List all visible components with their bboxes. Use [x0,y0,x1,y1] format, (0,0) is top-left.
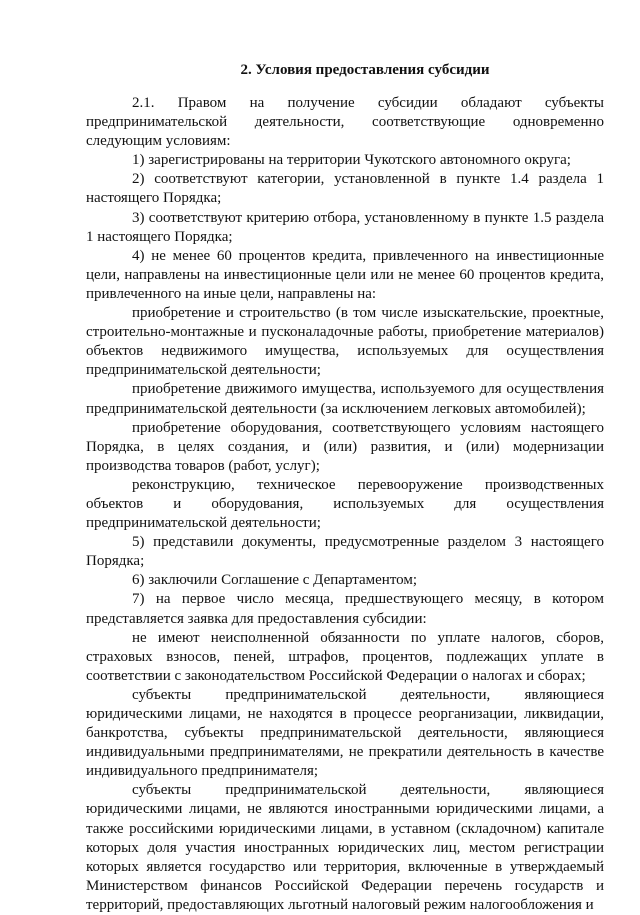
paragraph-item-6: 6) заключили Соглашение с Департаментом; [132,572,418,589]
paragraph-sub-no-tax-debt: не имеют неисполненной обязанности по уплате налогов, сборов, страховых взносов, пеней, штрафов, процентов, подлежащих уплате в соответствии с законодательством Российской Федерации о налогах и сборах; [86,629,604,684]
paragraph-item-4: 4) не менее 60 процентов кредита, привлеченного на инвестиционные цели, направлены на инвестиционные цели или не менее 60 процентов кредита, привлеченного на иные цели, направлены на: [86,247,604,302]
paragraph-sub-not-foreign: субъекты предпринимательской деятельности, являющиеся юридическими лицами, не являются иностранными юридическими лицами, а также российскими юридическими лицами, в уставном (складочном) капитале которых доля участия иностранных юридических лиц, местом регистрации которых является государство или территория, включенные в утверждаемый Министерством финансов Российской Федерации перечень государств и территорий, предоставляющих льготный налоговый режим налогообложения и [86,782,604,913]
section-heading: 2. Условия предоставления субсидии [240,62,490,78]
paragraph-sub-movable-property: приобретение движимого имущества, используемого для осуществления предпринимательской деятельности (за исключением легковых автомобилей); [86,381,604,417]
paragraph-sub-equipment: приобретение оборудования, соответствующего условиям настоящего Порядка, в целях создания, и (или) развития, и (или) модернизации производства товаров (работ, услуг); [86,419,604,474]
paragraph-item-1: 1) зарегистрированы на территории Чукотского автономного округа; [132,152,571,169]
paragraph-sub-reconstruction: реконструкцию, техническое перевооружение производственных объектов и оборудования, используемых для осуществления предпринимательской деятельности; [86,476,604,532]
paragraph-2-1: 2.1. Правом на получение субсидии обладают субъекты предпринимательской деятельности, соответствующие одновременно следующим условиям: [86,95,604,150]
paragraph-item-2: 2) соответствуют категории, установленной в пункте 1.4 раздела 1 настоящего Порядка; [86,171,604,207]
paragraph-item-3: 3) соответствуют критерию отбора, установленному в пункте 1.5 раздела 1 настоящего Порядка; [86,209,604,245]
document-body [86,94,604,915]
paragraph-sub-acquisition-construction: приобретение и строительство (в том числе изыскательские, проектные, строительно-монтажные и пусконаладочные работы, приобретение материалов) объектов недвижимого имущества, используемых для осуществления предпринимательской деятельности; [86,305,604,379]
paragraph-item-7: 7) на первое число месяца, предшествующего месяцу, в котором представляется заявка для предоставления субсидии: [86,591,604,627]
paragraph-item-5: 5) представили документы, предусмотренные разделом 3 настоящего Порядка; [86,534,604,570]
paragraph-sub-no-reorganization: субъекты предпринимательской деятельности, являющиеся юридическими лицами, не находятся в процессе реорганизации, ликвидации, банкротства, субъекты предпринимательской деятельности, являющиеся индивидуальными предпринимателями, не прекратили деятельность в качестве индивидуального предпринимателя; [86,686,604,780]
